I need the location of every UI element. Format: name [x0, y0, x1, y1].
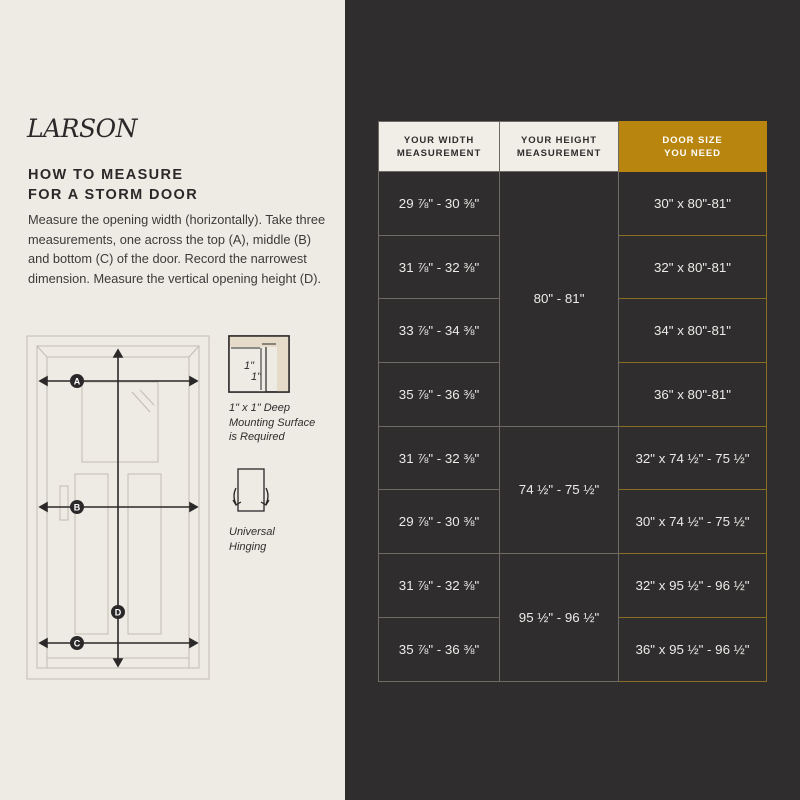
arrow-head	[40, 639, 47, 647]
arrow-head	[190, 377, 197, 385]
marker-d	[111, 605, 125, 619]
header-width: YOUR WIDTH MEASUREMENT	[379, 122, 500, 172]
arrow-head	[40, 377, 47, 385]
width-cell: 29 ⅞" - 30 ⅜"	[379, 490, 500, 554]
mounting-surface-note: 1" x 1" Deep Mounting Surface is Required	[229, 402, 316, 443]
arrow-head	[40, 503, 47, 511]
header-door-size: DOOR SIZE YOU NEED	[619, 122, 767, 172]
marker-c	[70, 636, 84, 650]
table-row	[379, 172, 767, 236]
arrow-head	[114, 659, 122, 666]
table-header-row	[379, 122, 767, 172]
door-lower-panel-right	[128, 474, 161, 634]
guide-title-line-2: FOR A STORM DOOR	[28, 187, 199, 203]
marker-b	[70, 500, 84, 514]
door-size-cell: 36" x 80"-81"	[619, 363, 767, 427]
door-size-cell: 34" x 80"-81"	[619, 299, 767, 363]
width-cell: 33 ⅞" - 34 ⅜"	[379, 299, 500, 363]
door-size-cell: 30" x 80"-81"	[619, 172, 767, 236]
door-size-cell: 32" x 74 ½" - 75 ½"	[619, 426, 767, 490]
guide-instructions: Measure the opening width (horizontally). Take three measurements, one across the top (A), middle (B) and bottom (C) of the door. Record the narrowest dimension. Measure the vertical opening height (D).	[28, 212, 326, 286]
height-cell: 95 ½" - 96 ½"	[500, 554, 619, 681]
svg-text:A: A	[73, 376, 81, 387]
door-handle	[60, 486, 68, 520]
mount-dim-vertical: 1"	[251, 371, 262, 383]
width-cell: 29 ⅞" - 30 ⅜"	[379, 172, 500, 236]
width-cell: 31 ⅞" - 32 ⅜"	[379, 235, 500, 299]
table-row	[379, 554, 767, 618]
height-cell: 80" - 81"	[500, 172, 619, 427]
guide-title-line-1: HOW TO MEASURE	[28, 167, 184, 183]
window-glare	[132, 392, 150, 412]
door-lower-panel-left	[75, 474, 108, 634]
door-window	[82, 382, 158, 462]
door-measurement-diagram	[0, 320, 345, 700]
guide-panel	[0, 0, 345, 800]
width-cell: 35 ⅞" - 36 ⅜"	[379, 363, 500, 427]
svg-text:C: C	[73, 638, 81, 649]
header-height: YOUR HEIGHT MEASUREMENT	[500, 122, 619, 172]
marker-a	[70, 374, 84, 388]
guide-title	[28, 165, 328, 205]
door-size-cell: 32" x 80"-81"	[619, 235, 767, 299]
arrow-head	[114, 350, 122, 357]
mounting-surface-icon	[229, 336, 289, 392]
table-row	[379, 426, 767, 490]
svg-text:D: D	[114, 607, 122, 618]
larson-logo: LARSON	[27, 114, 137, 143]
svg-text:B: B	[73, 502, 81, 513]
hinging-note: Universal Hinging	[229, 526, 275, 553]
arrow-head	[190, 503, 197, 511]
width-cell: 31 ⅞" - 32 ⅜"	[379, 554, 500, 618]
width-cell: 35 ⅞" - 36 ⅜"	[379, 617, 500, 681]
door-size-cell: 32" x 95 ½" - 96 ½"	[619, 554, 767, 618]
width-cell: 31 ⅞" - 32 ⅜"	[379, 426, 500, 490]
door-size-table	[378, 121, 767, 682]
hinging-icon	[233, 469, 269, 511]
door-size-cell: 30" x 74 ½" - 75 ½"	[619, 490, 767, 554]
arrow-head	[190, 639, 197, 647]
height-cell: 74 ½" - 75 ½"	[500, 426, 619, 553]
door-size-cell: 36" x 95 ½" - 96 ½"	[619, 617, 767, 681]
mount-dim-horizontal: 1"	[244, 360, 255, 372]
